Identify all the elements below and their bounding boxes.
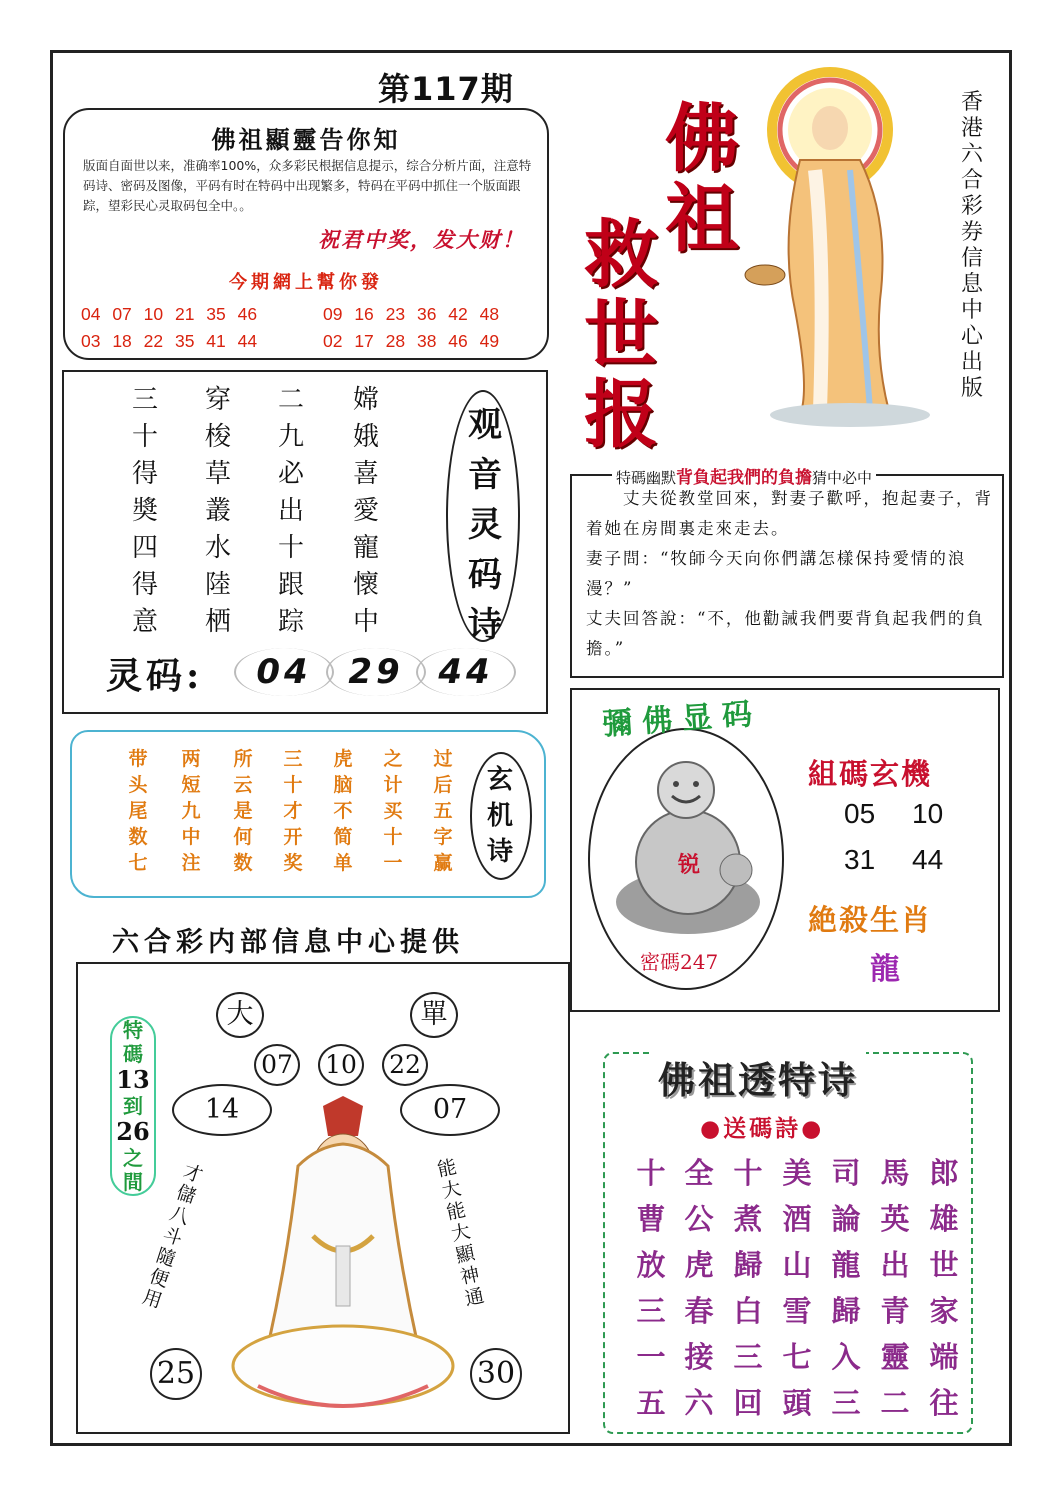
fz-char: 接 — [684, 1340, 714, 1374]
oval-right: 07 — [400, 1084, 500, 1136]
poem-column — [198, 382, 238, 641]
fz-char: 司 — [831, 1156, 861, 1190]
xuanji-char: 赢 — [433, 852, 453, 874]
xuanji-char: 所 — [233, 748, 253, 770]
fz-char: 二 — [880, 1386, 910, 1420]
guanyin-seated-image — [228, 1096, 458, 1426]
xuanji-char: 中 — [181, 826, 201, 848]
xuanji-column — [378, 746, 408, 876]
xuanji-char: 尾 — [128, 800, 148, 822]
fz-char: 三 — [831, 1386, 861, 1420]
xuanji-char: 过 — [433, 748, 453, 770]
title-char: 佛 — [665, 96, 739, 182]
fz-char: 世 — [929, 1248, 959, 1282]
fz-char: 酒 — [782, 1202, 812, 1236]
poem-char: 意 — [131, 607, 158, 637]
fz-column — [631, 1150, 671, 1426]
xuanji-char: 才 — [283, 800, 303, 822]
poem-char: 水 — [204, 533, 231, 563]
xuanji-char: 是 — [233, 800, 253, 822]
fz-char: 入 — [831, 1340, 861, 1374]
xuanji-column — [123, 746, 153, 876]
joke-line: 丈夫回答說：“不，他勸誡我們要背負起我們的負擔。” — [586, 609, 985, 658]
poem-char: 陸 — [204, 570, 231, 600]
xuanji-char: 计 — [383, 774, 403, 796]
oval-left: 14 — [172, 1084, 272, 1136]
fz-char: 論 — [831, 1202, 861, 1236]
xuanji-char: 开 — [283, 826, 303, 848]
notice-box — [63, 108, 549, 360]
buddha-code: 密碼247 — [640, 950, 719, 974]
fz-char: 馬 — [880, 1156, 910, 1190]
circle-right-number: 30 — [470, 1348, 522, 1400]
poem-char: 踪 — [277, 607, 304, 637]
joke-body — [586, 484, 1000, 664]
fz-char: 六 — [684, 1386, 714, 1420]
xuanji-char: 注 — [181, 852, 201, 874]
zuma-number: 31 — [844, 844, 876, 875]
poem-char: 懷 — [352, 570, 379, 600]
xuanji-char: 带 — [128, 748, 148, 770]
poem-char: 十 — [277, 533, 304, 563]
poem-label-char: 诗 — [468, 605, 502, 645]
poem-char: 九 — [277, 422, 304, 452]
poem-label — [468, 400, 502, 650]
fz-char: 五 — [636, 1386, 666, 1420]
xuanji-char: 五 — [433, 800, 453, 822]
joke-line: 丈夫從教堂回來，對妻子歡呼，抱起妻子，背着她在房間裏走來走去。 — [586, 489, 993, 538]
fz-column — [728, 1150, 768, 1426]
joke-line: 妻子問：“牧師今天向你們講怎樣保持愛情的浪漫？” — [586, 549, 967, 598]
poem-char: 二 — [277, 385, 304, 415]
fz-char: 雪 — [782, 1294, 812, 1328]
publisher-text: 香港六合彩券信息中心出版 — [960, 90, 983, 401]
xuanji-char: 后 — [433, 774, 453, 796]
notice-body: 版面自面世以来，准确率100%，众多彩民根据信息提示，综合分析片面，注意特码诗、密码及图像，平码有时在特码中出现繁多，特码在平码中抓住一个版面跟踪，望彩民心灵取码包全中。。 — [83, 158, 532, 213]
fz-char: 煮 — [733, 1202, 763, 1236]
poem-char: 三 — [131, 385, 158, 415]
fz-poem-subtitle: ●送碼詩● — [700, 1115, 825, 1142]
xuanji-char: 脑 — [333, 774, 353, 796]
fz-column — [777, 1150, 817, 1426]
fz-char: 春 — [684, 1294, 714, 1328]
fz-char: 曹 — [636, 1202, 666, 1236]
fz-char: 七 — [782, 1340, 812, 1374]
tema-to: 26 — [116, 1117, 150, 1146]
poem-char: 嫦 — [352, 385, 379, 415]
xuanji-char: 十 — [283, 774, 303, 796]
xuanji-label-char: 诗 — [486, 837, 513, 867]
xuanji-char: 虎 — [333, 748, 353, 770]
fz-char: 家 — [929, 1294, 959, 1328]
buddha-seal: 锐 — [678, 852, 701, 878]
fz-char: 郎 — [929, 1156, 959, 1190]
tema-label-char: 特 — [123, 1018, 143, 1042]
xuanji-char: 数 — [128, 826, 148, 848]
xuanji-char: 三 — [283, 748, 303, 770]
fz-char: 青 — [880, 1294, 910, 1328]
xuanji-label-char: 玄 — [486, 765, 513, 795]
fz-char: 雄 — [929, 1202, 959, 1236]
xuanji-char: 头 — [128, 774, 148, 796]
xuanji-column — [428, 746, 458, 876]
fz-char: 龍 — [831, 1248, 861, 1282]
poem-char: 梭 — [204, 422, 231, 452]
xuanji-char: 买 — [383, 800, 403, 822]
xuanji-label — [485, 762, 515, 870]
fz-char: 歸 — [733, 1248, 763, 1282]
top-number-circle: 22 — [382, 1044, 428, 1086]
fz-column — [875, 1150, 915, 1426]
tema-label-char: 碼 — [123, 1042, 143, 1066]
zuma-number: 44 — [912, 844, 944, 875]
xuanji-char: 短 — [181, 774, 201, 796]
number-group: 04 07 10 21 35 46 — [81, 304, 258, 324]
da-circle: 大 — [216, 992, 264, 1038]
fz-char: 三 — [636, 1294, 666, 1328]
xuanji-column — [328, 746, 358, 876]
tema-end-char: 間 — [123, 1170, 143, 1194]
fz-char: 出 — [880, 1248, 910, 1282]
poem-char: 必 — [277, 459, 304, 489]
fz-poem-title: 佛祖透特诗 — [650, 1050, 866, 1104]
fz-column — [679, 1150, 719, 1426]
poem-column — [271, 382, 311, 641]
xuanji-char: 两 — [181, 748, 201, 770]
laughing-buddha-image — [608, 752, 768, 942]
fz-char: 美 — [782, 1156, 812, 1190]
fz-char: 歸 — [831, 1294, 861, 1328]
fz-column — [826, 1150, 866, 1426]
fz-char: 英 — [880, 1202, 910, 1236]
fz-char: 靈 — [880, 1340, 910, 1374]
tema-from: 13 — [116, 1065, 150, 1094]
left-vertical-text: 才儲八斗隨便用 — [139, 1160, 206, 1313]
xuanji-char: 何 — [233, 826, 253, 848]
xuanji-char: 字 — [433, 826, 453, 848]
fz-char: 白 — [733, 1294, 763, 1328]
xuanji-label-char: 机 — [486, 801, 513, 831]
fz-char: 一 — [636, 1340, 666, 1374]
issue-number: 第117期 — [378, 70, 514, 108]
xuanji-char: 奖 — [283, 852, 303, 874]
dan-circle: 單 — [410, 992, 458, 1038]
notice-title: 佛祖顯靈告你知 — [211, 125, 401, 154]
xuanji-char: 之 — [383, 748, 403, 770]
lingma-number: 04 — [234, 648, 334, 696]
zuma-number: 10 — [912, 798, 944, 829]
title-char: 祖 — [665, 176, 739, 262]
number-group: 03 18 22 35 41 44 — [81, 331, 258, 351]
poem-char: 得 — [131, 570, 158, 600]
fz-column — [924, 1150, 964, 1426]
fz-char: 回 — [733, 1386, 763, 1420]
poem-char: 栖 — [204, 607, 231, 637]
poem-char: 穿 — [204, 385, 231, 415]
joke-heading-highlight: 背負起我們的負擔 — [676, 468, 813, 488]
fz-char: 頭 — [782, 1386, 812, 1420]
juesha-title: 絶殺生肖 — [808, 903, 933, 937]
poem-label-char: 灵 — [468, 505, 502, 545]
xuanji-char: 数 — [233, 852, 253, 874]
title-char: 救 — [584, 212, 658, 298]
poem-label-char: 码 — [468, 555, 502, 595]
right-vertical-text: 能大能大顯神通 — [435, 1155, 487, 1311]
fz-char: 十 — [636, 1156, 666, 1190]
poem-column — [346, 382, 386, 641]
lingma-number: 29 — [326, 648, 426, 696]
poem-char: 喜 — [352, 459, 379, 489]
provider-text: 六合彩内部信息中心提供 — [112, 927, 464, 958]
poem-label-char: 音 — [468, 455, 502, 495]
lingma-label: 灵码: — [106, 655, 204, 697]
zuma-title: 組碼玄機 — [808, 757, 933, 791]
buddha-arc-title: 彌佛显码 — [601, 696, 764, 743]
fz-char: 十 — [733, 1156, 763, 1190]
xuanji-char: 一 — [383, 852, 403, 874]
xuanji-char: 十 — [383, 826, 403, 848]
xuanji-char: 简 — [333, 826, 353, 848]
fz-char: 放 — [636, 1248, 666, 1282]
notice-subtitle: 今期網上幫你發 — [229, 272, 383, 293]
fz-char: 山 — [782, 1248, 812, 1282]
top-number-circle: 07 — [254, 1044, 300, 1086]
tema-range — [110, 1018, 156, 1194]
title-char: 世 — [584, 292, 658, 378]
tema-end-char: 之 — [123, 1146, 143, 1170]
poem-char: 十 — [131, 422, 158, 452]
fz-char: 往 — [929, 1386, 959, 1420]
fz-char: 虎 — [684, 1248, 714, 1282]
title-char: 报 — [584, 372, 658, 458]
poem-char: 愛 — [352, 496, 379, 526]
xuanji-column — [228, 746, 258, 876]
zuma-number: 05 — [844, 798, 876, 829]
xuanji-column — [176, 746, 206, 876]
poem-char: 跟 — [277, 570, 304, 600]
xuanji-char: 七 — [128, 852, 148, 874]
poem-char: 出 — [277, 496, 304, 526]
poem-char: 寵 — [352, 533, 379, 563]
number-group: 02 17 28 38 46 49 — [323, 331, 500, 351]
fz-char: 三 — [733, 1340, 763, 1374]
fz-char: 公 — [684, 1202, 714, 1236]
notice-wish: 祝君中奖，发大财！ — [318, 227, 525, 252]
lingma-number: 44 — [416, 648, 516, 696]
poem-char: 草 — [204, 459, 231, 489]
poem-char: 四 — [131, 533, 158, 563]
number-group: 09 16 23 36 42 48 — [323, 304, 500, 324]
poem-char: 娥 — [352, 422, 379, 452]
tema-to-char: 到 — [123, 1094, 143, 1118]
fz-char: 端 — [929, 1340, 959, 1374]
xuanji-char: 九 — [181, 800, 201, 822]
poem-char: 得 — [131, 459, 158, 489]
poem-char: 叢 — [204, 496, 231, 526]
guanyin-standing-image — [740, 60, 950, 430]
joke-heading-prefix: 特碼幽默 — [616, 469, 677, 487]
top-number-circle: 10 — [318, 1044, 364, 1086]
poem-char: 奬 — [131, 496, 158, 526]
xuanji-char: 云 — [233, 774, 253, 796]
xuanji-char: 单 — [333, 852, 353, 874]
poem-char: 中 — [352, 607, 379, 637]
poem-label-char: 观 — [468, 405, 502, 445]
circle-left-number: 25 — [150, 1348, 202, 1400]
joke-heading-suffix: 猜中必中 — [812, 469, 873, 487]
xuanji-char: 不 — [333, 800, 353, 822]
xuanji-column — [278, 746, 308, 876]
juesha-value: 龍 — [870, 952, 900, 987]
poem-column — [125, 382, 165, 641]
fz-char: 全 — [684, 1156, 714, 1190]
